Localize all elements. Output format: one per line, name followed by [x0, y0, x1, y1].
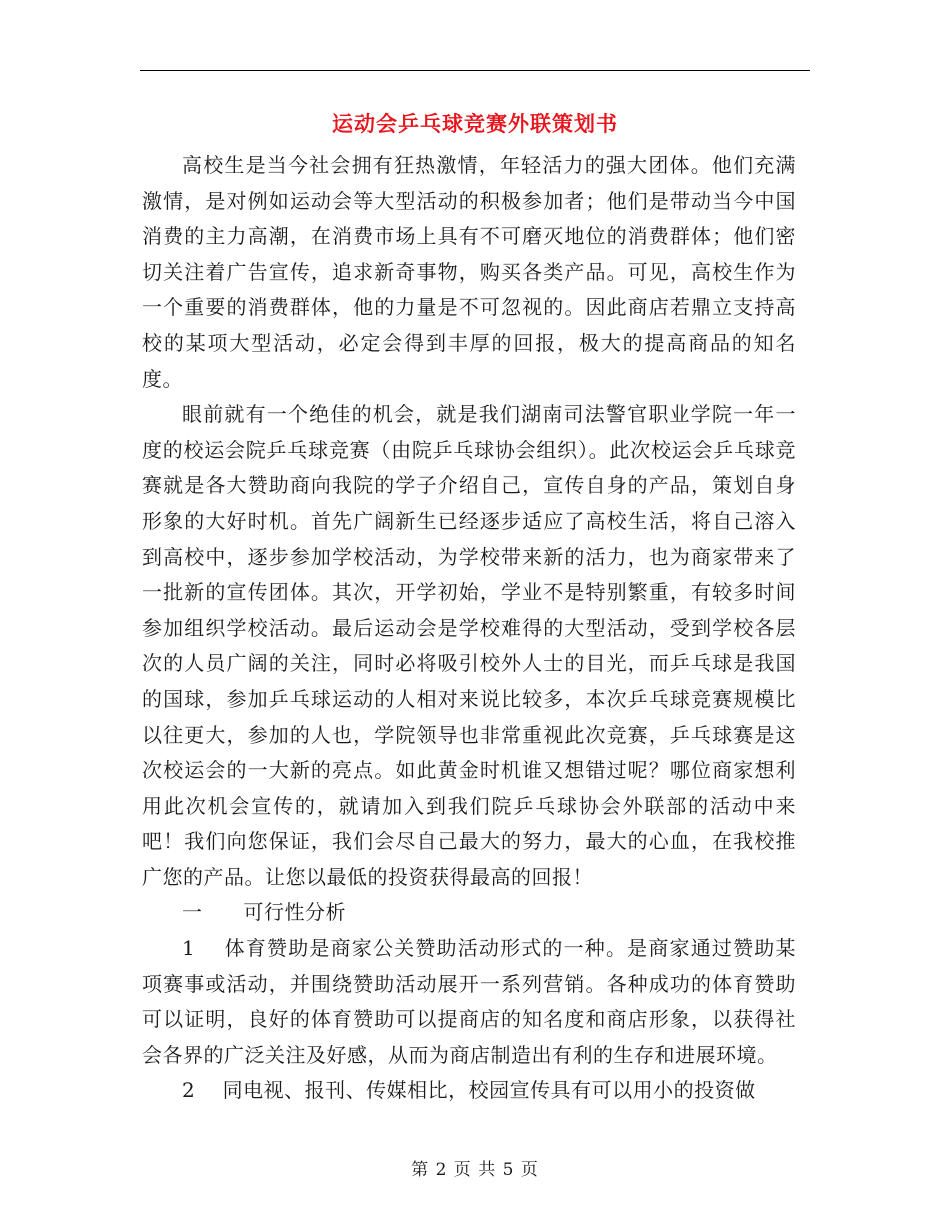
body-paragraph-2: 眼前就有一个绝佳的机会，就是我们湖南司法警官职业学院一年一度的校运会院乒乓球竞赛（由院乒乓球协会组织）。此次校运会乒乓球竞赛就是各大赞助商向我院的学子介绍自己，宣传自身的产品，策划自身形象的大好时机。首先广阔新生已经逐步适应了高校生活，将自己溶入到高校中，逐步参加学校活动，为学校带来新的活力，也为商家带来了一批新的宣传团体。其次，开学初始，学业不是特别繁重，有较多时间参加组织学校活动。最后运动会是学校难得的大型活动，受到学校各层次的人员广阔的关注，同时必将吸引校外人士的目光，而乒乓球是我国的国球，参加乒乓球运动的人相对来说比较多，本次乒乓球竞赛规模比以往更大，参加的人也，学院领导也非常重视此次竞赛，乒乓球赛是这次校运会的一大新的亮点。如此黄金时机谁又想错过呢？哪位商家想利用此次机会宣传的，就请加入到我们院乒乓球协会外联部的活动中来吧！我们向您保证，我们会尽自己最大的努力，最大的心血，在我校推广您的产品。让您以最低的投资获得最高的回报！	[142, 402, 796, 889]
document-title: 运动会乒乓球竞赛外联策划书	[332, 111, 618, 136]
body-paragraph-1: 高校生是当今社会拥有狂热激情，年轻活力的强大团体。他们充满激情，是对例如运动会等大型活动的积极参加者；他们是带动当今中国消费的主力高潮，在消费市场上具有不可磨灭地位的消费群体；他们密切关注着广告宣传，追求新奇事物，购买各类产品。可见，高校生作为一个重要的消费群体，他的力量是不可忽视的。因此商店若鼎立支持高校的某项大型活动，必定会得到丰厚的回报，极大的提高商品的知名度。	[142, 153, 796, 391]
document-body	[142, 148, 796, 1109]
header-rule	[140, 70, 810, 71]
section-heading-feasibility: 一 可行性分析	[182, 900, 346, 925]
list-item-2: 2 同电视、报刊、传媒相比，校园宣传具有可以用小的投资做	[182, 1078, 756, 1103]
page-indicator: 第 2 页 共 5 页	[411, 1160, 539, 1180]
list-item-1: 1 体育赞助是商家公关赞助活动形式的一种。是商家通过赞助某项赛事或活动，并围绕赞助活动展开一系列营销。各种成功的体育赞助可以证明，良好的体育赞助可以提商店的知名度和商店形象，以获得社会各界的广泛关注及好感，从而为商店制造出有利的生存和进展环境。	[142, 936, 796, 1067]
